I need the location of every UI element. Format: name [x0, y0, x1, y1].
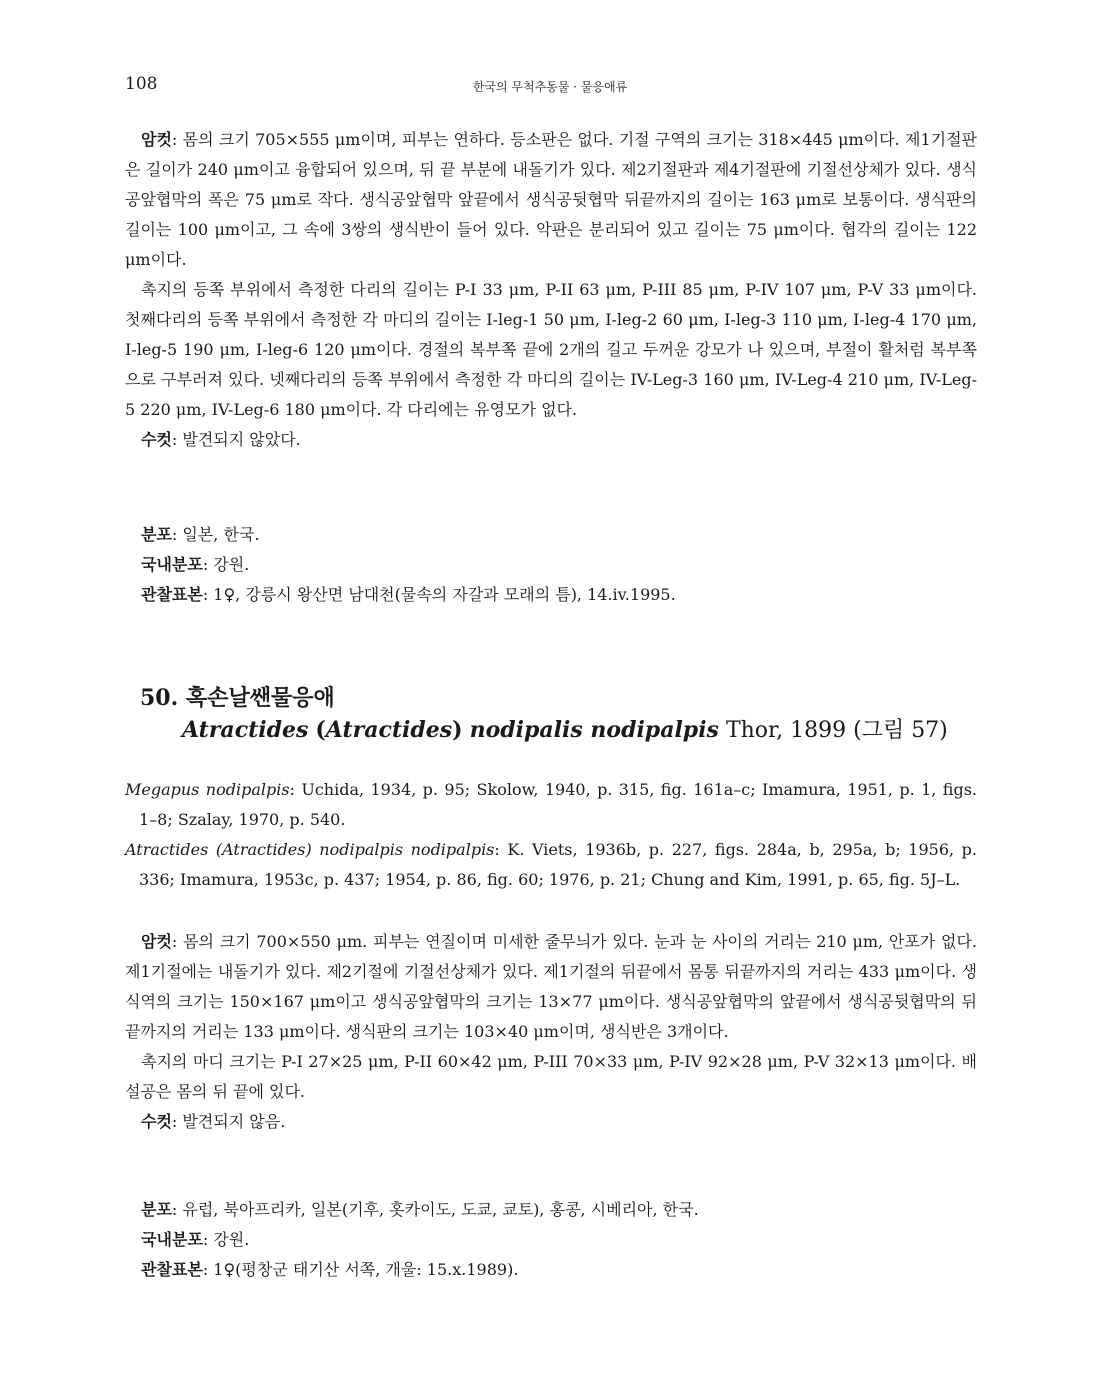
male-text: : 발견되지 않았다. — [171, 430, 301, 449]
species-epithets: nodipalis nodipalpis — [469, 717, 719, 743]
subgenus-name: Atractides — [325, 717, 453, 743]
female-text: : 몸의 크기 705×555 μm이며, 피부는 연하다. 등소판은 없다. 기절 구역의 크기는 318×445 μm이다. 제1기절판은 길이가 240 μm이고 융합되어 있으며, 뒤 끝 부분에 내돌기가 있다. 제2기절판과 제4기절판에 기절선상체가 있다. 생식공앞협막의 폭은 75 μm로 작다. 생식공앞협막 앞끝에서 생식공뒷협막 뒤끝까지의 길이는 163 μm로 보통이다. 생식판의 길이는 100 μm이고, 그 속에 3쌍의 생식반이 들어 있다. 악판은 분리되어 있고 길이는 75 μm이다. 협각의 길이는 122 μm이다. — [125, 130, 977, 269]
synonym-references: : Uchida, 1934, p. 95; Skolow, 1940, p. 315, fig. 161a–c; Imamura, 1951, p. 1, figs. 1–8; Szalay, 1970, p. 540. — [139, 780, 978, 829]
korean-distribution-label: 국내분포 — [141, 555, 203, 574]
synonym-entry — [125, 775, 977, 835]
korean-distribution-label: 국내분포 — [141, 1230, 203, 1249]
specimens-label: 관찰표본 — [141, 585, 203, 604]
specimens-text: : 1♀(평창군 태기산 서쪽, 개울: 15.x.1989). — [202, 1260, 519, 1279]
female-label: 암컷 — [141, 932, 172, 951]
male-text: : 발견되지 않음. — [171, 1112, 286, 1131]
female-paragraph — [125, 927, 977, 1047]
synonym-entry — [125, 835, 977, 895]
female-text: : 몸의 크기 700×550 μm. 피부는 연질이며 미세한 줄무늬가 있다. 눈과 눈 사이의 거리는 210 μm, 안포가 없다. 제1기절에는 내돌기가 있다. 제2기절에 기절선상체가 있다. 제1기절의 뒤끝에서 몸통 뒤끝까지의 거리는 433 μm이다. 생식역의 크기는 150×167 μm이고 생식공앞협막의 크기는 13×77 μm이다. 생식공앞협막의 앞끝에서 생식공뒷협막의 뒤끝까지의 거리는 133 μm이다. 생식판의 크기는 103×40 μm이며, 생식반은 3개이다. — [125, 932, 977, 1041]
male-paragraph — [125, 1107, 977, 1137]
palp-paragraph: 촉지의 마디 크기는 P-I 27×25 μm, P-II 60×42 μm, P-III 70×33 μm, P-IV 92×28 μm, P-V 32×13 μm이다. 배설공은 몸의 뒤 끝에 있다. — [125, 1052, 977, 1101]
specimens — [125, 580, 977, 610]
genus-name: Atractides — [182, 717, 309, 743]
species-author: Thor, 1899 — [725, 718, 847, 743]
male-label: 수컷 — [141, 430, 172, 449]
distribution — [125, 1195, 977, 1225]
specimens — [125, 1255, 977, 1285]
synonym-references: : K. Viets, 1936b, p. 227, figs. 284a, b, 295a, b; 1956, p. 336; Imamura, 1953c, p. 437; 1954, p. 86, fig. 60; 1976, p. 21; Chung and Kim, 1991, p. 65, fig. 5J–L. — [139, 840, 977, 889]
specimens-text: : 1♀, 강릉시 왕산면 남대천(물속의 자갈과 모래의 틈), 14.iv.1995. — [202, 585, 676, 604]
korean-distribution-text: : 강원. — [202, 1230, 250, 1249]
running-title: 한국의 무척추동물 · 물응애류 — [472, 80, 628, 94]
subgenus-close: ) — [452, 717, 463, 743]
subgenus-open: ( — [315, 717, 326, 743]
korean-distribution — [125, 550, 977, 580]
male-label: 수컷 — [141, 1112, 172, 1131]
male-paragraph — [125, 425, 977, 455]
korean-distribution-text: : 강원. — [202, 555, 250, 574]
distribution-label: 분포 — [141, 1200, 172, 1219]
distribution-text: : 일본, 한국. — [171, 525, 260, 544]
species-heading — [140, 682, 948, 747]
distribution — [125, 520, 977, 550]
distribution-label: 분포 — [141, 525, 172, 544]
specimens-label: 관찰표본 — [141, 1260, 203, 1279]
second-description — [125, 927, 977, 1137]
species-number-korean-name: 50. 혹손날쌘물응애 — [140, 685, 335, 711]
female-paragraph — [125, 125, 977, 275]
korean-distribution — [125, 1225, 977, 1255]
first-records — [125, 520, 977, 610]
first-description — [125, 125, 977, 455]
synonymy-list — [125, 775, 977, 895]
page-number: 108 — [125, 74, 158, 94]
species-scientific-name — [140, 714, 948, 747]
distribution-text: : 유럽, 북아프리카, 일본(기후, 홋카이도, 도쿄, 쿄토), 홍콩, 시베리아, 한국. — [171, 1200, 699, 1219]
palp-paragraph: 촉지의 등쪽 부위에서 측정한 다리의 길이는 P-I 33 μm, P-II 63 μm, P-III 85 μm, P-IV 107 μm, P-V 33 μm이다. 첫째다리의 등쪽 부위에서 측정한 각 마디의 길이는 I-leg-1 50 μm, I-leg-2 60 μm, I-leg-3 110 μm, I-leg-4 170 μm, I-leg-5 190 μm, I-leg-6 120 μm이다. 경절의 복부쪽 끝에 2개의 길고 두꺼운 강모가 나 있으며, 부절이 활처럼 복부쪽으로 구부러져 있다. 넷째다리의 등쪽 부위에서 측정한 각 마디의 길이는 IV-Leg-3 160 μm, IV-Leg-4 210 μm, IV-Leg-5 220 μm, IV-Leg-6 180 μm이다. 각 다리에는 유영모가 없다. — [125, 280, 977, 419]
figure-reference: (그림 57) — [853, 718, 948, 743]
synonym-name: Megapus nodipalpis — [125, 780, 290, 799]
female-label: 암컷 — [141, 130, 172, 149]
synonym-name: Atractides (Atractides) nodipalpis nodipalpis — [125, 840, 495, 859]
second-records — [125, 1195, 977, 1285]
